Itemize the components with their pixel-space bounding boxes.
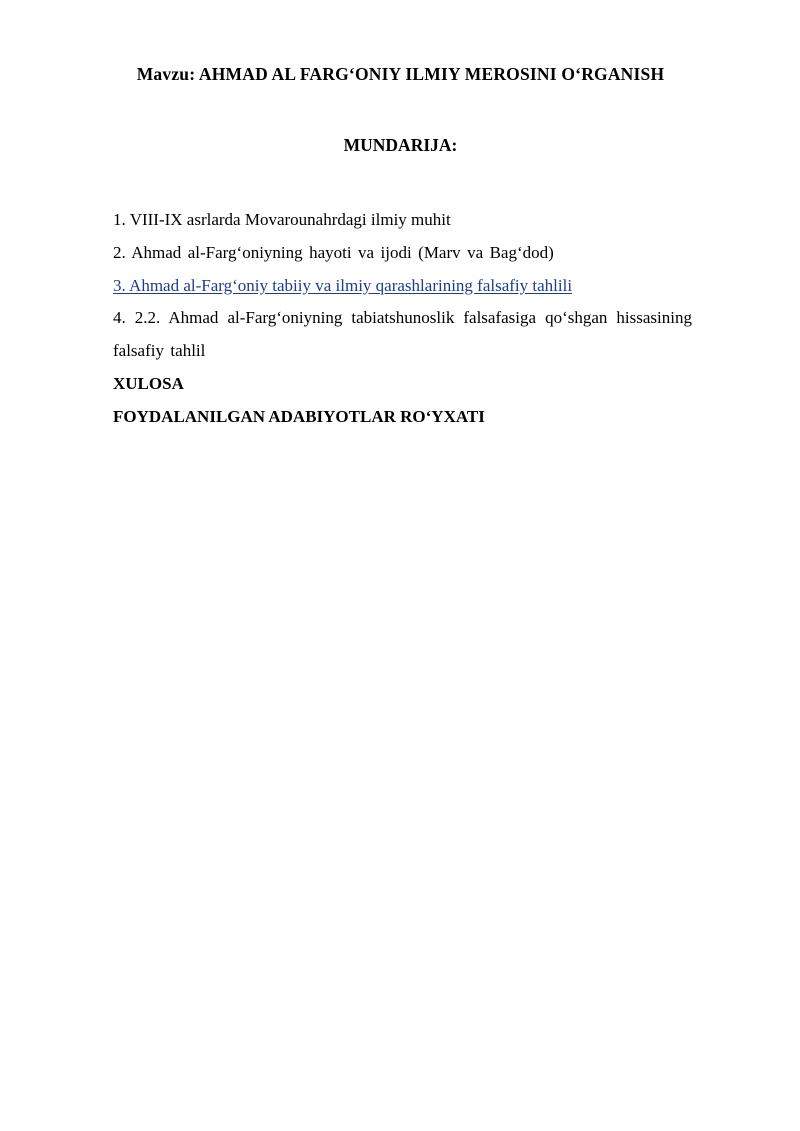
list-item-xulosa: XULOSA [113, 373, 184, 393]
list-item-bibliography: FOYDALANILGAN ADABIYOTLAR RO‘YXATI [113, 406, 485, 426]
list-item: 1. VIII-IX asrlarda Movarounahrdagi ilmiy muhit [113, 210, 451, 229]
list-item: 2. Ahmad al-Farg‘oniyning hayoti va ijodi (Marv va Bag‘dod) [113, 242, 554, 262]
table-of-contents-list [113, 204, 740, 434]
toc-link-item[interactable]: 3. Ahmad al-Farg‘oniy tabiiy va ilmiy qarashlarining falsafiy tahlili [113, 275, 573, 295]
table-of-contents-heading: MUNDARIJA: [343, 134, 458, 155]
list-item: 4. 2.2. Ahmad al-Farg‘oniyning tabiatshunoslik falsafasiga qo‘shgan hissasining falsafiy tahlil [113, 308, 692, 361]
page-title: Mavzu: AHMAD AL FARG‘ONIY ILMIY MEROSINI O‘RGANISH [136, 64, 665, 84]
